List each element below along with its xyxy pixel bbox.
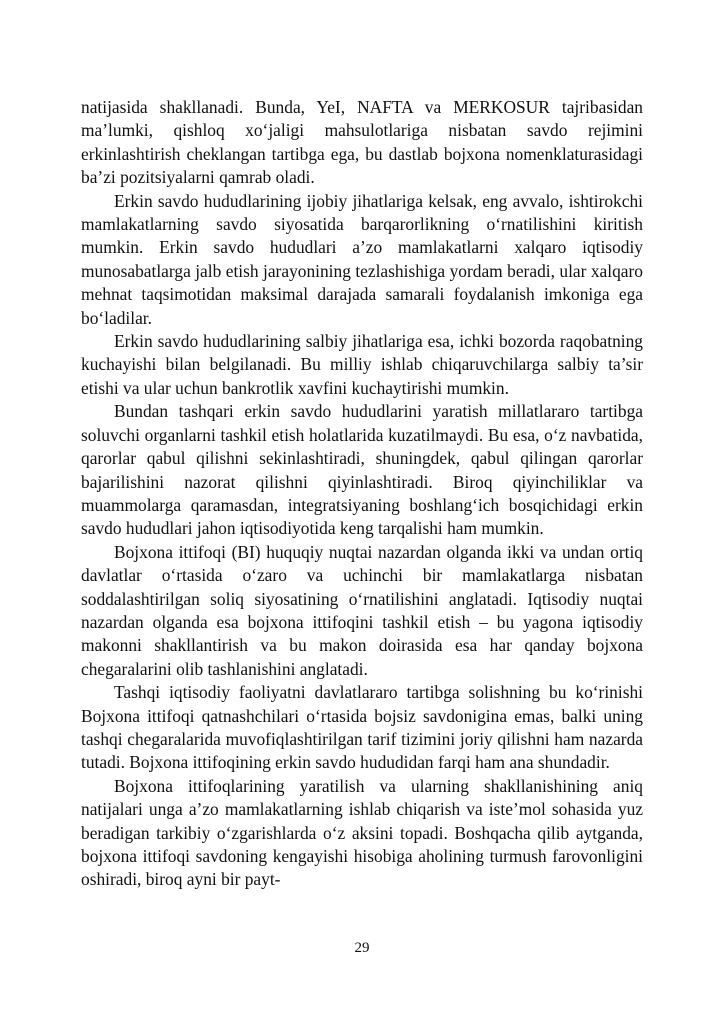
paragraph-2: Erkin savdo hududlarining ijobiy jihatlariga kelsak, eng avvalo, ishtirokchi mamlakatlarning savdo siyosatida barqarorlikning o‘rnatilishini kiritish mumkin. Erkin savdo hududlari a’zo mamlakatlarni xalqaro iqtisodiy munosabatlarga jalb etish jarayonining tezlashishiga yordam beradi, ular xalqaro mehnat taqsimotidan maksimal darajada samarali foydalanish imkoniga ega bo‘ladilar. bbox=[81, 190, 643, 328]
paragraph-3: Erkin savdo hududlarining salbiy jihatlariga esa, ichki bozorda raqobatning kuchayishi bilan belgilanadi. Bu milliy ishlab chiqaruvchilarga salbiy ta’sir etishi va ular uchun bankrotlik xavfini kuchaytirishi mumkin. bbox=[81, 331, 643, 398]
paragraph-5: Bojxona ittifoqi (BI) huquqiy nuqtai nazardan olganda ikki va undan ortiq davlatlar o‘rtasida o‘zaro va uchinchi bir mamlakatlarga nisbatan soddalashtirilgan soliq siyosatining o‘rnatilishini anglatadi. Iqtisodiy nuqtai nazardan olganda esa bojxona ittifoqini tashkil etish – bu yagona iqtisodiy makonni shakllantirish va bu makon doirasida esa har qanday bojxona chegaralarini olib tashlanishini anglatadi. bbox=[81, 541, 643, 679]
paragraph-1: natijasida shakllanadi. Bunda, YeI, NAFTA va MERKOSUR tajribasidan ma’lumki, qishloq xo‘jaligi mahsulotlariga nisbatan savdo rejimini erkinlashtirish cheklangan tartibga ega, bu dastlab bojxona nomenklaturasidagi ba’zi pozitsiyalarni qamrab oladi. bbox=[81, 97, 643, 188]
page-number: 29 bbox=[354, 940, 370, 956]
page-body bbox=[81, 96, 643, 892]
paragraph-7: Bojxona ittifoqlarining yaratilish va ularning shakllanishining aniq natijalari unga a’zo mamlakatlarning ishlab chiqarish va iste’mol sohasida yuz beradigan tarkibiy o‘zgarishlarda o‘z aksini topadi. Boshqacha qilib aytganda, bojxona ittifoqi savdoning kengayishi hisobiga aholining turmush farovonligini oshiradi, biroq ayni bir payt- bbox=[81, 775, 643, 890]
paragraph-4: Bundan tashqari erkin savdo hududlarini yaratish millatlararo tartibga soluvchi organlarni tashkil etish holatlarida kuzatilmaydi. Bu esa, o‘z navbatida, qarorlar qabul qilishni sekinlashtiradi, shuningdek, qabul qilingan qarorlar bajarilishini nazorat qilishni qiyinlashtiradi. Biroq qiyinchiliklar va muammolarga qaramasdan, integratsiyaning boshlang‘ich bosqichidagi erkin savdo hududlari jahon iqtisodiyotida keng tarqalishi ham mumkin. bbox=[81, 401, 643, 539]
paragraph-6: Tashqi iqtisodiy faoliyatni davlatlararo tartibga solishning bu ko‘rinishi Bojxona ittifoqi qatnashchilari o‘rtasida bojsiz savdonigina emas, balki uning tashqi chegaralarida muvofiqlashtirilgan tarif tizimini joriy qilishni ham nazarda tutadi. Bojxona ittifoqining erkin savdo hududidan farqi ham ana shundadir. bbox=[81, 682, 643, 773]
